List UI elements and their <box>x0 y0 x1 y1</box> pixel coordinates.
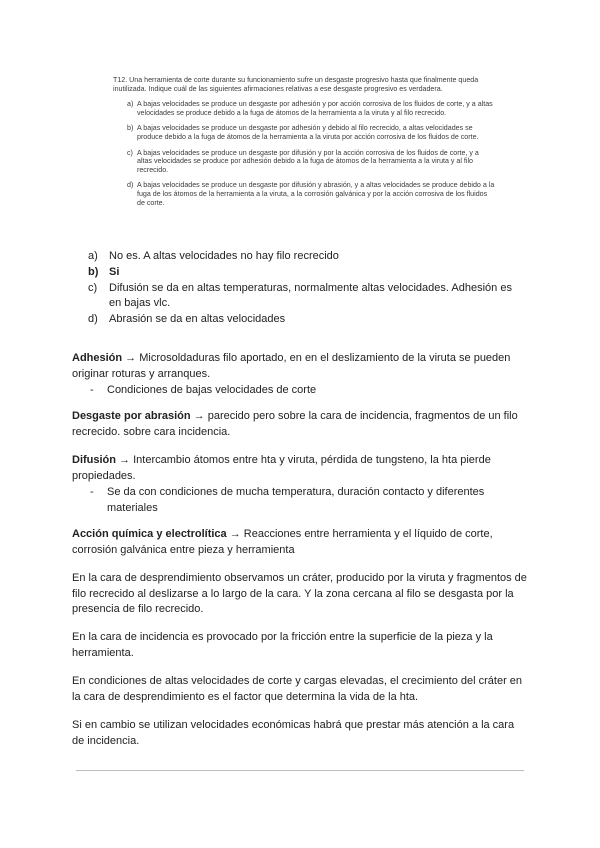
answer-b <box>88 265 518 280</box>
scanned-question-text: T12. Una herramienta de corte durante su funcionamiento sufre un desgaste progresivo hasta que finalmente queda inutilizada. Indique cuál de las siguientes afirmaciones relativas a ese desgaste progresivo es verdadera. <box>113 76 479 93</box>
adhesion-text: → Microsoldaduras filo aportado, en en el deslizamiento de la viruta se pueden originar roturas y arranques. <box>72 352 511 380</box>
scanned-option-letter: c) <box>127 148 133 157</box>
adhesion-bullet-text: Condiciones de bajas velocidades de corte <box>107 384 317 396</box>
adhesion-bullet <box>72 383 528 399</box>
scanned-option-letter: b) <box>127 124 134 133</box>
adhesion-term: Adhesión <box>72 352 123 364</box>
answer-a <box>88 249 518 264</box>
difusion-section <box>72 453 528 516</box>
difusion-term: Difusión <box>72 454 116 466</box>
scanned-question-image <box>113 76 495 248</box>
answer-c <box>88 281 518 310</box>
scanned-option-text: A bajas velocidades se produce un desgaste por adhesión y debido al filo recrecido, a altas velocidades se produce debido a la fuga de átomos de la herramienta a la viruta por acción corrosiva de los fluidos de corte. <box>137 124 479 141</box>
answer-text: Abrasión se da en altas velocidades <box>109 312 286 325</box>
abrasion-text: → parecido pero sobre la cara de incidencia, fragmentos de un filo recrecido. sobre cara incidencia. <box>72 410 518 438</box>
accion-section <box>72 527 528 558</box>
adhesion-paragraph <box>72 351 528 382</box>
abrasion-paragraph <box>72 409 528 440</box>
scanned-option-letter: a) <box>127 100 134 109</box>
answer-letter: d) <box>88 312 98 325</box>
difusion-paragraph <box>72 453 528 484</box>
answer-text: Difusión se da en altas temperaturas, normalmente altas velocidades. Adhesión es en bajas vlc. <box>109 282 512 309</box>
horizontal-divider <box>76 770 524 771</box>
paragraph-altas-velocidades: En condiciones de altas velocidades de corte y cargas elevadas, el crecimiento del cráter en la cara de desprendimiento es el factor que determina la vida de la hta. <box>72 675 523 703</box>
adhesion-section <box>72 351 528 399</box>
scanned-option-text: A bajas velocidades se produce un desgaste por difusión y abrasión, y a altas velocidades se produce debido a la fuga de los átomos de la herramienta a la viruta, a la corrosión galvánica y por la acción corrosiva de los fluidos de corte. <box>137 181 495 207</box>
bullet-dash: - <box>90 384 94 396</box>
scanned-option-d <box>113 181 495 207</box>
scanned-option-text: A bajas velocidades se produce un desgaste por difusión y por la acción corrosiva de los fluidos de corte, y a altas velocidades se produce por adhesión debido a la fuga de átomos de la herramienta a la viruta y al filo recrecido. <box>137 148 479 174</box>
accion-paragraph <box>72 527 528 558</box>
scanned-option-c <box>113 149 495 175</box>
scanned-option-b <box>113 124 495 141</box>
difusion-bullet <box>72 485 528 516</box>
bullet-dash: - <box>90 486 94 498</box>
answer-text: No es. A altas velocidades no hay filo recrecido <box>109 250 339 262</box>
difusion-text: → Intercambio átomos entre hta y viruta, pérdida de tungsteno, la hta pierde propiedades. <box>72 454 491 482</box>
answers-list <box>88 249 518 328</box>
abrasion-term: Desgaste por abrasión <box>72 410 191 422</box>
scanned-option-text: A bajas velocidades se produce un desgaste por adhesión y por acción corrosiva de los fluidos de corte, y a altas velocidades se produce debido a la fuga de átomos de la herramienta a la viruta y al filo recrecido. <box>137 100 493 117</box>
answer-text: Si <box>109 266 120 278</box>
scanned-option-letter: d) <box>127 181 134 190</box>
answer-letter: c) <box>88 282 98 294</box>
answer-letter: a) <box>88 250 98 262</box>
accion-text: → Reacciones entre herramienta y el líquido de corte, corrosión galvánica entre pieza y herramienta <box>72 528 493 556</box>
paragraph-velocidades-economicas: Si en cambio se utilizan velocidades económicas habrá que prestar más atención a la cara de incidencia. <box>72 719 515 747</box>
accion-term: Acción química y electrolítica <box>72 528 227 540</box>
paragraph-incidencia: En la cara de incidencia es provocado por la fricción entre la superficie de la pieza y la herramienta. <box>72 631 493 659</box>
answer-d <box>88 312 518 327</box>
paragraph-crater: En la cara de desprendimiento observamos un cráter, producido por la viruta y fragmentos de filo recrecido al deslizarse a lo largo de la cara. Y la zona cercana al filo se desgasta por la presencia de filo recrecido. <box>72 572 527 615</box>
abrasion-section <box>72 409 528 440</box>
scanned-option-a <box>113 100 495 117</box>
answer-letter: b) <box>88 266 99 278</box>
difusion-bullet-text: Se da con condiciones de mucha temperatura, duración contacto y diferentes materiales <box>107 486 485 514</box>
